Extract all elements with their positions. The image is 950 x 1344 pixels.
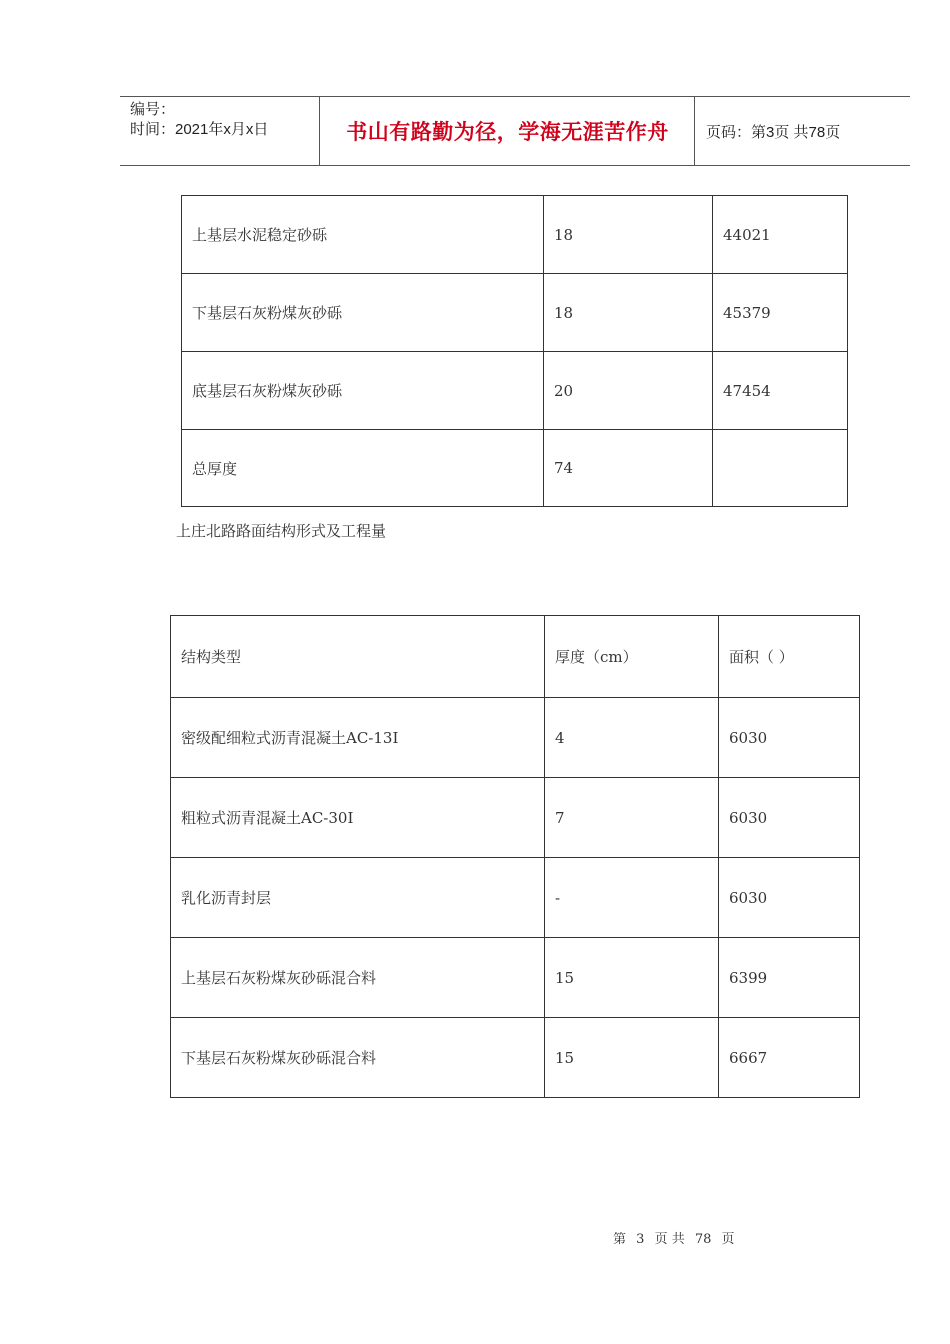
- table-cell: 18: [544, 274, 713, 352]
- table-row: [182, 274, 848, 352]
- header-motto: 书山有路勤为径，学海无涯苦作舟: [321, 97, 695, 165]
- column-header: 结构类型: [171, 616, 545, 698]
- time-label: 时间：2021年x月x日: [130, 121, 269, 138]
- table-cell: 20: [544, 352, 713, 430]
- table-row: [171, 858, 860, 938]
- table-cell: 密级配细粒式沥青混凝土AC-13Ⅰ: [171, 698, 545, 778]
- table-cell: 47454: [713, 352, 848, 430]
- table-row: [182, 430, 848, 507]
- table-cell: 乳化沥青封层: [171, 858, 545, 938]
- table-cell: 上基层水泥稳定砂砾: [182, 196, 544, 274]
- table-caption: 上庄北路路面结构形式及工程量: [176, 522, 387, 540]
- table-cell: 上基层石灰粉煤灰砂砾混合料: [171, 938, 545, 1018]
- table-cell: 6030: [719, 778, 860, 858]
- table-header-row: [171, 616, 860, 698]
- table-cell: 4: [545, 698, 719, 778]
- table-cell: 15: [545, 938, 719, 1018]
- table-row: [182, 352, 848, 430]
- table-cell: 6399: [719, 938, 860, 1018]
- table-cell: [713, 430, 848, 507]
- table-row: [182, 196, 848, 274]
- table-cell: 总厚度: [182, 430, 544, 507]
- table-cell: 15: [545, 1018, 719, 1098]
- footer-page-number: 3: [636, 1232, 645, 1247]
- number-label: 编号：: [130, 101, 176, 118]
- table-cell: 18: [544, 196, 713, 274]
- table-cell: 74: [544, 430, 713, 507]
- table-cell: 底基层石灰粉煤灰砂砾: [182, 352, 544, 430]
- table-cell: 6030: [719, 858, 860, 938]
- footer-mid: 页 共: [654, 1232, 685, 1247]
- pavement-structure-table: [170, 615, 860, 1098]
- header-page-info: 页码：第3页 共78页: [706, 123, 841, 141]
- footer-total-pages: 78: [694, 1232, 712, 1247]
- table-cell: 45379: [713, 274, 848, 352]
- table-row: [171, 778, 860, 858]
- footer-prefix: 第: [613, 1232, 627, 1247]
- table-cell: 6030: [719, 698, 860, 778]
- column-header: 面积（ ）: [719, 616, 860, 698]
- table-cell: 粗粒式沥青混凝土AC-30Ⅰ: [171, 778, 545, 858]
- table-row: [171, 1018, 860, 1098]
- table-cell: 44021: [713, 196, 848, 274]
- table-cell: -: [545, 858, 719, 938]
- table-row: [171, 698, 860, 778]
- footer-suffix: 页: [721, 1232, 735, 1247]
- table-cell: 下基层石灰粉煤灰砂砾: [182, 274, 544, 352]
- column-header: 厚度（cm）: [545, 616, 719, 698]
- header-meta: [120, 97, 320, 165]
- table-cell: 7: [545, 778, 719, 858]
- pavement-table-continued: [181, 195, 848, 507]
- table-cell: 6667: [719, 1018, 860, 1098]
- page-header: [120, 96, 910, 166]
- table-row: [171, 938, 860, 1018]
- table-cell: 下基层石灰粉煤灰砂砾混合料: [171, 1018, 545, 1098]
